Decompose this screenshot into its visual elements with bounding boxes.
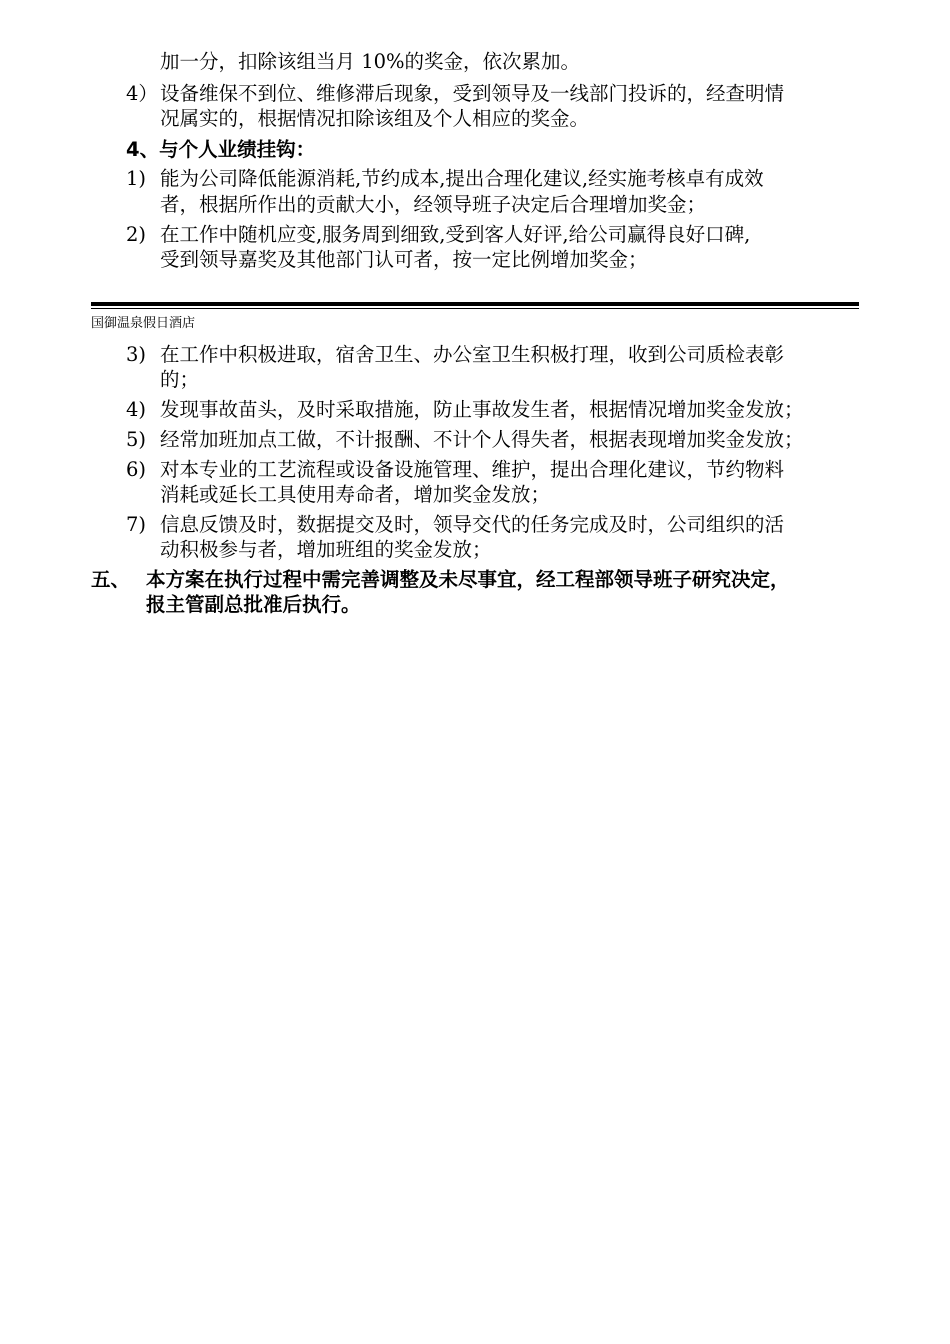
paragraph-line: 加一分，扣除该组当月 10%的奖金，依次累加。 <box>160 50 581 73</box>
list-number: 6) <box>126 458 147 481</box>
list-item-line: 动积极参与者，增加班组的奖金发放； <box>160 538 492 561</box>
list-item-line: 对本专业的工艺流程或设备设施管理、维护，提出合理化建议，节约物料 <box>160 458 785 481</box>
list-number: 4） <box>126 82 158 105</box>
list-number: 3) <box>126 343 147 366</box>
list-number: 7) <box>126 513 147 536</box>
footer-rule-thin <box>91 308 859 309</box>
list-item-line: 在工作中积极进取，宿舍卫生、办公室卫生积极打理，收到公司质检表彰 <box>160 343 785 366</box>
list-item-line: 者，根据所作出的贡献大小，经领导班子决定后合理增加奖金； <box>160 193 707 216</box>
list-number: 5) <box>126 428 147 451</box>
list-item-line: 的； <box>160 368 200 391</box>
list-item-line: 受到领导嘉奖及其他部门认可者，按一定比例增加奖金； <box>160 248 648 271</box>
list-item-line: 在工作中随机应变,服务周到细致,受到客人好评,给公司赢得良好口碑, <box>160 223 751 246</box>
list-item-line: 发现事故苗头，及时采取措施，防止事故发生者，根据情况增加奖金发放； <box>160 398 804 421</box>
list-item-line: 设备维保不到位、维修滞后现象，受到领导及一线部门投诉的，经查明情 <box>160 82 785 105</box>
list-number: 4) <box>126 398 147 421</box>
list-item-line: 况属实的，根据情况扣除该组及个人相应的奖金。 <box>160 107 590 130</box>
section-heading: 4、与个人业绩挂钩： <box>126 138 316 161</box>
footer-hotel-name: 国御温泉假日酒店 <box>91 316 196 331</box>
list-number: 2) <box>126 223 147 246</box>
section-number: 五、 <box>91 568 131 591</box>
list-item-line: 消耗或延长工具使用寿命者，增加奖金发放； <box>160 483 551 506</box>
list-item-line: 能为公司降低能源消耗,节约成本,提出合理化建议,经实施考核卓有成效 <box>160 167 764 190</box>
list-number: 1) <box>126 167 147 190</box>
list-item-line: 经常加班加点工做，不计报酬、不计个人得失者，根据表现增加奖金发放； <box>160 428 804 451</box>
section-line: 本方案在执行过程中需完善调整及未尽事宜，经工程部领导班子研究决定， <box>146 568 790 591</box>
footer-rule-thick <box>91 302 859 306</box>
list-item-line: 信息反馈及时，数据提交及时，领导交代的任务完成及时，公司组织的活 <box>160 513 785 536</box>
section-line: 报主管副总批准后执行。 <box>146 593 361 616</box>
